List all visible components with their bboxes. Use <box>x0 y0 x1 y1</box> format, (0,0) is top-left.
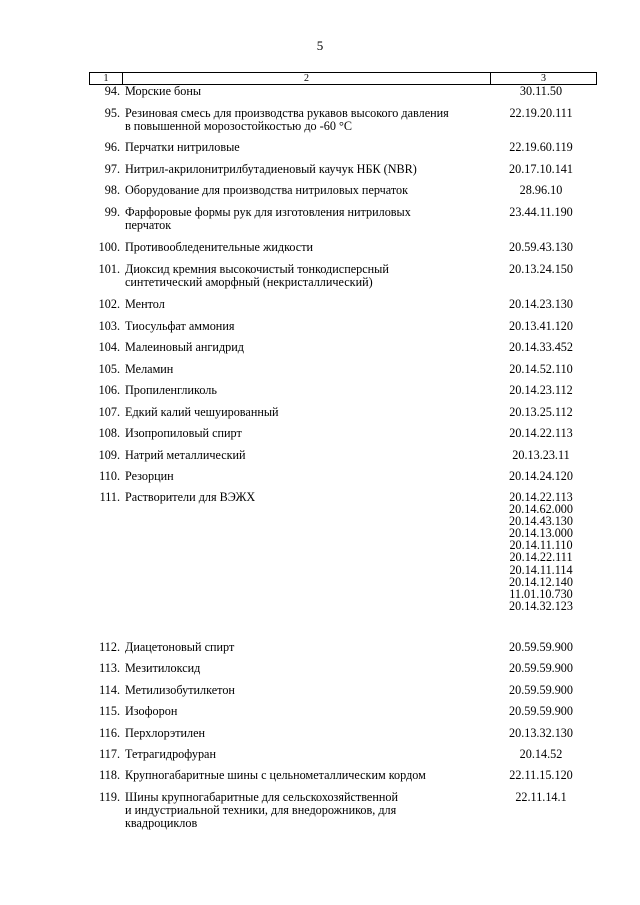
row-number: 106. <box>98 383 120 397</box>
row-code: 20.59.43.130 <box>509 240 573 254</box>
page-number: 5 <box>316 38 324 53</box>
row-code: 20.14.11.110 <box>509 538 573 553</box>
row-name-line: Перчатки нитриловые <box>125 140 240 154</box>
row-number: 108. <box>98 426 120 440</box>
row-name <box>125 363 485 376</box>
row-name <box>125 320 485 333</box>
row-number: 95. <box>104 106 120 120</box>
row-name <box>125 791 485 830</box>
row-codes <box>488 662 594 674</box>
row-code: 20.14.52 <box>519 747 563 761</box>
row-name-line: Изопропиловый спирт <box>125 426 242 440</box>
row-name-line: Противообледенительные жидкости <box>125 240 314 254</box>
row-number: 115. <box>99 704 120 718</box>
row-number: 119. <box>99 790 120 804</box>
row-name <box>125 705 485 718</box>
row-number: 103. <box>98 319 120 333</box>
row-codes <box>488 727 594 739</box>
row-number: 98. <box>104 183 120 197</box>
row-codes <box>488 769 594 781</box>
row-number: 117. <box>99 747 120 761</box>
row-name-line: Тетрагидрофуран <box>125 747 216 761</box>
row-codes <box>488 206 594 218</box>
row-code: 20.13.41.120 <box>509 319 573 333</box>
row-number: 104. <box>98 340 120 354</box>
row-codes <box>488 263 594 275</box>
row-name-line: Резиновая смесь для производства рукавов высокого давления <box>125 106 449 120</box>
row-code: 20.14.12.140 <box>509 574 573 589</box>
row-number: 116. <box>99 726 120 740</box>
row-code: 22.11.15.120 <box>509 768 573 782</box>
row-name-line: Меламин <box>125 362 174 376</box>
row-name <box>125 241 485 254</box>
row-codes <box>488 684 594 696</box>
row-name <box>125 406 485 419</box>
row-name-line: и индустриальной техники, для внедорожников, для <box>125 803 397 817</box>
row-code: 20.13.32.130 <box>509 726 573 740</box>
row-code: 20.59.59.900 <box>509 661 573 675</box>
row-name-line: квадроциклов <box>125 816 198 830</box>
row-name-line: Едкий калий чешуированный <box>125 405 279 419</box>
row-number: 113. <box>99 661 120 675</box>
row-number: 100. <box>98 240 120 254</box>
row-code: 22.11.14.1 <box>515 790 567 804</box>
row-name <box>125 184 485 197</box>
row-name-line: Резорцин <box>125 469 174 483</box>
row-name-line: Мезитилоксид <box>125 661 201 675</box>
row-code: 20.14.43.130 <box>509 514 573 529</box>
row-code: 20.14.24.120 <box>509 469 573 483</box>
row-codes <box>488 384 594 396</box>
row-name-line: Перхлорэтилен <box>125 726 206 740</box>
row-number: 111. <box>99 490 120 504</box>
row-code: 20.59.59.900 <box>509 683 573 697</box>
row-name-line: Ментол <box>125 297 165 311</box>
row-codes <box>488 791 594 803</box>
row-codes <box>488 470 594 482</box>
row-code: 11.01.10.730 <box>509 586 573 601</box>
row-number: 107. <box>98 405 120 419</box>
row-name <box>125 141 485 154</box>
row-name <box>125 107 485 133</box>
row-codes <box>488 449 594 461</box>
row-codes <box>488 163 594 175</box>
row-number: 102. <box>98 297 120 311</box>
row-codes <box>488 141 594 153</box>
row-codes <box>488 363 594 375</box>
row-code: 23.44.11.190 <box>509 205 573 219</box>
row-name <box>125 684 485 697</box>
row-name-line: Фарфоровые формы рук для изготовления нитриловых <box>125 205 411 219</box>
row-codes <box>488 491 594 612</box>
row-code: 20.14.13.000 <box>509 526 573 541</box>
row-code: 20.14.23.130 <box>509 297 573 311</box>
row-number: 118. <box>99 768 120 782</box>
row-codes <box>488 748 594 760</box>
row-code: 22.19.20.111 <box>509 106 573 120</box>
row-name <box>125 263 485 289</box>
header-col-2: 2 <box>123 73 491 84</box>
row-name-line: перчаток <box>125 218 172 232</box>
row-number: 109. <box>98 448 120 462</box>
row-code: 20.13.25.112 <box>509 405 573 419</box>
row-name-line: Тиосульфат аммония <box>125 319 235 333</box>
row-code: 20.14.22.111 <box>509 550 573 565</box>
row-codes <box>488 705 594 717</box>
row-code: 20.14.62.000 <box>509 502 573 517</box>
row-code: 20.13.23.11 <box>512 448 570 462</box>
row-code: 20.14.32.123 <box>509 598 573 613</box>
row-name <box>125 427 485 440</box>
row-name-line: Диоксид кремния высокочистый тонкодисперсный <box>125 262 389 276</box>
row-number: 96. <box>104 140 120 154</box>
row-name <box>125 727 485 740</box>
header-col-1: 1 <box>90 73 123 84</box>
row-codes <box>488 406 594 418</box>
row-name <box>125 341 485 354</box>
row-number: 112. <box>99 640 120 654</box>
row-name-line: Пропиленгликоль <box>125 383 217 397</box>
row-number: 105. <box>98 362 120 376</box>
row-code: 20.59.59.900 <box>509 640 573 654</box>
row-number: 94. <box>104 84 120 98</box>
row-name-line: Натрий металлический <box>125 448 246 462</box>
row-code: 20.59.59.900 <box>509 704 573 718</box>
row-name-line: в повышенной морозостойкостью до -60 °С <box>125 119 352 133</box>
row-name-line: Изофорон <box>125 704 178 718</box>
row-name <box>125 384 485 397</box>
row-codes <box>488 184 594 196</box>
row-number: 110. <box>99 469 120 483</box>
row-codes <box>488 341 594 353</box>
row-codes <box>488 298 594 310</box>
row-name <box>125 85 485 98</box>
row-name <box>125 491 485 504</box>
row-code: 20.14.22.113 <box>509 490 573 504</box>
row-code: 20.14.23.112 <box>509 383 573 397</box>
row-number: 99. <box>104 205 120 219</box>
row-code: 30.11.50 <box>519 84 563 98</box>
row-codes <box>488 107 594 119</box>
row-code: 20.17.10.141 <box>509 162 573 176</box>
row-name <box>125 206 485 232</box>
row-name-line: Оборудование для производства нитриловых перчаток <box>125 183 409 197</box>
row-codes <box>488 641 594 653</box>
row-name <box>125 163 485 176</box>
row-name <box>125 470 485 483</box>
row-code: 20.14.22.113 <box>509 426 573 440</box>
row-name <box>125 641 485 654</box>
row-codes <box>488 427 594 439</box>
row-number: 114. <box>99 683 120 697</box>
row-name-line: Метилизобутилкетон <box>125 683 235 697</box>
header-col-3: 3 <box>541 73 546 84</box>
row-name-line: Растворители для ВЭЖХ <box>125 490 256 504</box>
row-number: 101. <box>98 262 120 276</box>
row-name-line: Шины крупногабаритные для сельскохозяйственной <box>125 790 398 804</box>
row-codes <box>488 320 594 332</box>
row-code: 20.14.52.110 <box>509 362 573 376</box>
row-codes <box>488 241 594 253</box>
row-code: 20.13.24.150 <box>509 262 573 276</box>
row-name-line: Морские боны <box>125 84 202 98</box>
row-name <box>125 748 485 761</box>
row-name <box>125 298 485 311</box>
row-codes <box>488 85 594 97</box>
row-name <box>125 662 485 675</box>
row-name-line: Нитрил-акрилонитрилбутадиеновый каучук НБК (NBR) <box>125 162 417 176</box>
row-name-line: Крупногабаритные шины с цельнометаллическим кордом <box>125 768 426 782</box>
row-number: 97. <box>104 162 120 176</box>
row-code: 20.14.33.452 <box>509 340 573 354</box>
row-code: 28.96.10 <box>519 183 563 197</box>
row-name-line: Диацетоновый спирт <box>125 640 235 654</box>
row-name <box>125 769 485 782</box>
row-code: 20.14.11.114 <box>509 562 573 577</box>
row-name-line: синтетический аморфный (некристаллический) <box>125 275 373 289</box>
row-code: 22.19.60.119 <box>509 140 573 154</box>
row-name <box>125 449 485 462</box>
row-name-line: Малеиновый ангидрид <box>125 340 244 354</box>
